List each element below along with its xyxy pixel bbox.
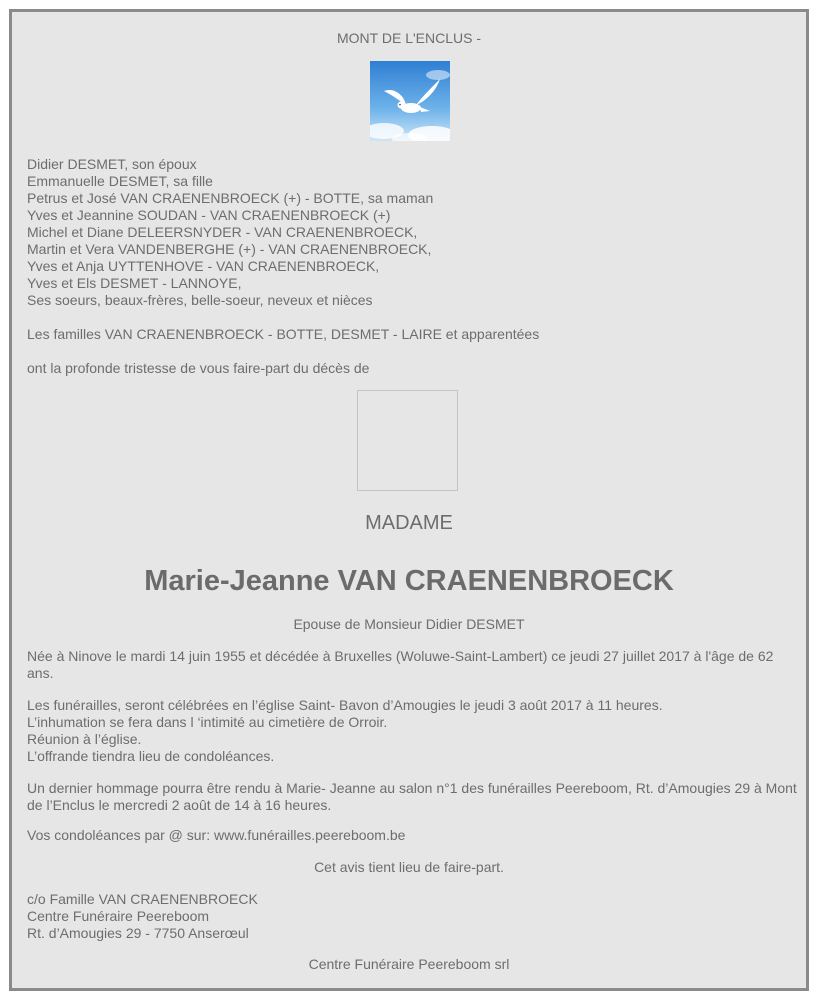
birth-death-details: Née à Ninove le mardi 14 juin 1955 et décédée à Bruxelles (Woluwe-Saint-Lambert) ce jeudi 27 juillet 2017 à l'âge de 62 ans. bbox=[27, 648, 774, 681]
contact-address bbox=[27, 891, 791, 942]
obituary-content bbox=[27, 12, 797, 988]
location-heading: MONT DE L'ENCLUS - bbox=[337, 30, 481, 46]
contact-line: Rt. d’Amougies 29 - 7750 Anserœul bbox=[27, 925, 249, 941]
family-member: Ses soeurs, beaux-frères, belle-soeur, neveux et nièces bbox=[27, 292, 373, 308]
contact-line: Centre Funéraire Peereboom bbox=[27, 908, 210, 924]
family-members-list bbox=[27, 156, 791, 309]
family-member: Martin et Vera VANDENBERGHE (+) - VAN CRAENENBROECK, bbox=[27, 241, 432, 257]
funeral-line: L’offrande tiendra lieu de condoléances. bbox=[27, 748, 275, 764]
condolences-link[interactable]: Vos condoléances par @ sur: www.funérailles.peereboom.be bbox=[27, 827, 406, 843]
funeral-line: L’inhumation se fera dans l ‘intimité au cimetière de Orroir. bbox=[27, 714, 388, 730]
funeral-line: Réunion à l’église. bbox=[27, 731, 142, 747]
dove-icon bbox=[370, 61, 450, 141]
family-member: Michel et Diane DELEERSNYDER - VAN CRAENENBROECK, bbox=[27, 224, 418, 240]
funeral-details bbox=[27, 697, 791, 765]
family-member: Yves et Anja UYTTENHOVE - VAN CRAENENBROECK, bbox=[27, 258, 380, 274]
footer-company: Centre Funéraire Peereboom srl bbox=[308, 956, 510, 972]
honorific: MADAME bbox=[365, 512, 453, 534]
obituary-card bbox=[9, 9, 809, 991]
family-member: Yves et Jeannine SOUDAN - VAN CRAENENBROECK (+) bbox=[27, 207, 391, 223]
family-member: Petrus et José VAN CRAENENBROECK (+) - BOTTE, sa maman bbox=[27, 190, 434, 206]
family-member: Emmanuelle DESMET, sa fille bbox=[27, 173, 213, 189]
notice-text: Cet avis tient lieu de faire-part. bbox=[314, 859, 504, 875]
family-member: Didier DESMET, son époux bbox=[27, 156, 197, 172]
contact-line: c/o Famille VAN CRAENENBROECK bbox=[27, 891, 258, 907]
funeral-line: Les funérailles, seront célébrées en l’église Saint- Bavon d’Amougies le jeudi 3 août 2017 à 11 heures. bbox=[27, 697, 663, 713]
deceased-name: Marie-Jeanne VAN CRAENENBROECK bbox=[144, 565, 674, 597]
family-member: Yves et Els DESMET - LANNOYE, bbox=[27, 275, 242, 291]
extended-families: Les familles VAN CRAENENBROECK - BOTTE, DESMET - LAIRE et apparentées bbox=[27, 326, 540, 342]
portrait-placeholder bbox=[357, 390, 458, 491]
spouse-line: Epouse de Monsieur Didier DESMET bbox=[293, 616, 525, 632]
tribute-details: Un dernier hommage pourra être rendu à Marie- Jeanne au salon n°1 des funérailles Peereboom, Rt. d’Amougies 29 à Mont de l’Enclus le mercredi 2 août de 14 à 16 heures. bbox=[27, 780, 797, 813]
announcement-text: ont la profonde tristesse de vous faire-part du décès de bbox=[27, 360, 370, 376]
